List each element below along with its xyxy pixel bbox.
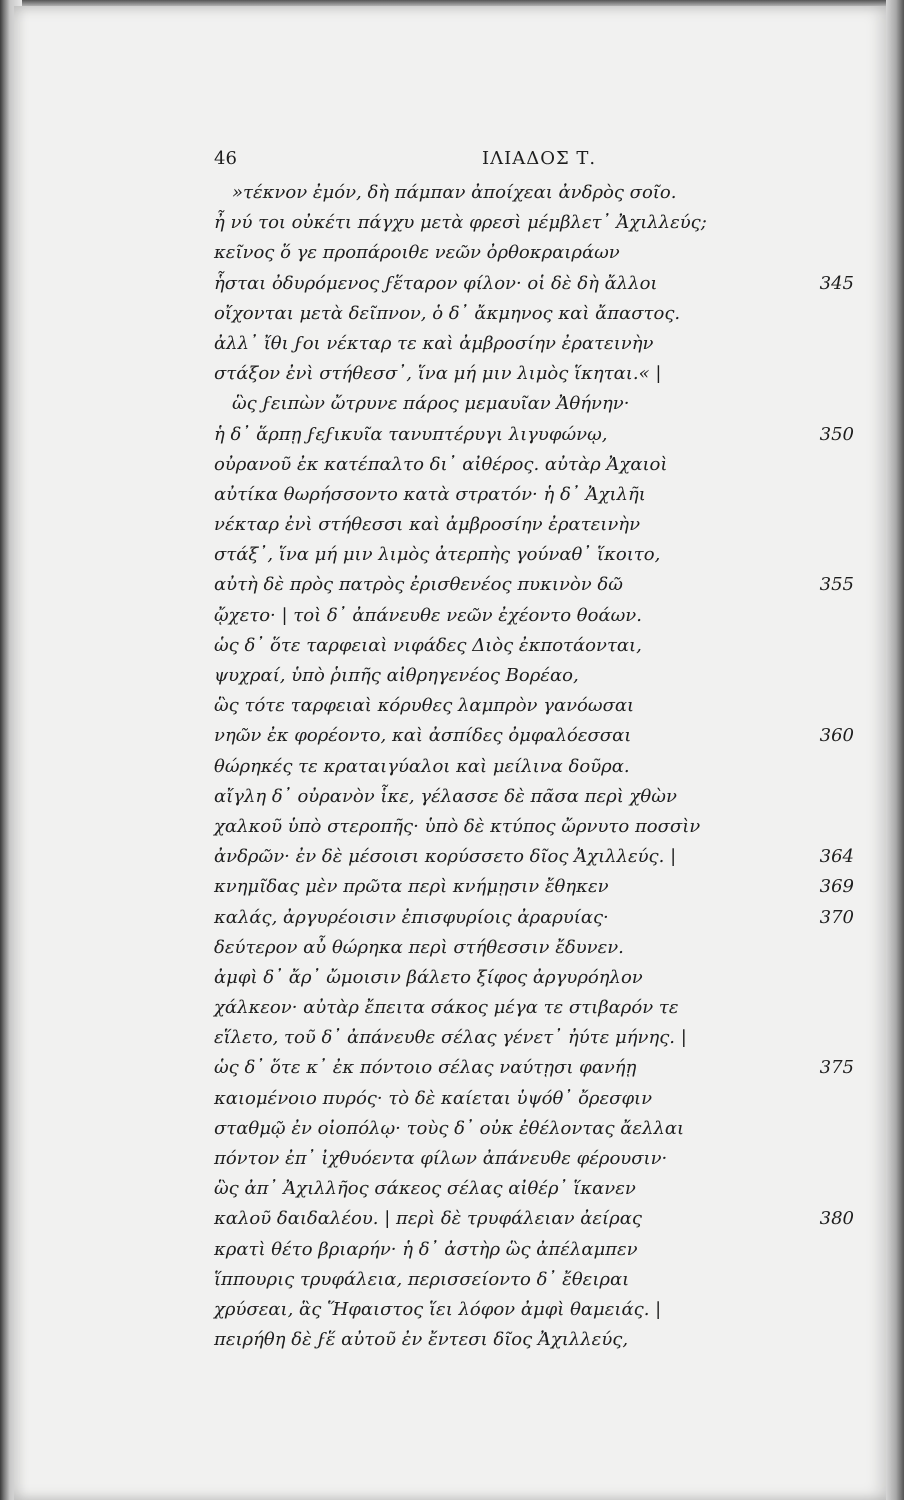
running-title: ΙΛΙΑΔΟΣ Τ. xyxy=(482,148,597,169)
verse-text: »τέκνον ἐμόν, δὴ πάμπαν ἀποίχεαι ἀνδρὸς σοῖο. xyxy=(232,182,677,203)
verse-text: ἵππουρις τρυφάλεια, περισσείοντο δ᾽ ἔθειραι xyxy=(214,1268,630,1290)
verse-line xyxy=(214,540,854,570)
verse-text: καλοῦ δαιδαλέου. | περὶ δὲ τρυφάλειαν ἀείρας xyxy=(214,1208,642,1230)
verse-text: ὣς ϝειπὼν ὤτρυνε πάρος μεμαυῖαν Ἀθήνην· xyxy=(232,393,630,415)
verse-line xyxy=(214,933,854,963)
verse-text: ψυχραί, ὑπὸ ῥιπῆς αἰθρηγενέος Βορέαο, xyxy=(214,665,579,686)
verse-line xyxy=(214,601,854,631)
verse-line xyxy=(214,420,854,450)
verse-line xyxy=(214,480,854,510)
verse-line xyxy=(214,570,854,600)
verse-line xyxy=(214,903,854,933)
verse-text: πειρήθη δὲ ϝἕ αὐτοῦ ἐν ἔντεσι δῖος Ἀχιλλεύς, xyxy=(214,1329,629,1351)
verse-line xyxy=(214,299,854,329)
verse-line xyxy=(214,1235,854,1265)
verse-line xyxy=(214,1084,854,1114)
verse-line xyxy=(214,752,854,782)
verse-text: ἧσται ὀδυρόμενος ϝἕταρον φίλον· οἱ δὲ δὴ ἄλλοι xyxy=(214,272,658,294)
verse-text: νέκταρ ἐνὶ στήθεσσι καὶ ἀμβροσίην ἐρατεινὴν xyxy=(214,514,641,536)
line-number: 355 xyxy=(819,574,854,596)
line-number: 364 xyxy=(819,846,854,868)
verse-line xyxy=(214,208,854,238)
verse-text: αἴγλη δ᾽ οὐρανὸν ἷκε, γέλασσε δὲ πᾶσα περὶ χθὼν xyxy=(214,785,677,807)
verse-line xyxy=(214,1114,854,1144)
verse-line xyxy=(214,359,854,389)
verse-text: κνημῖδας μὲν πρῶτα περὶ κνήμῃσιν ἔθηκεν xyxy=(214,876,609,898)
verse-text: πόντον ἐπ᾽ ἰχθυόεντα φίλων ἀπάνευθε φέρουσιν· xyxy=(214,1148,668,1169)
page-right-edge xyxy=(886,0,904,1500)
page-header xyxy=(214,148,854,174)
verse-text: νηῶν ἐκ φορέοντο, καὶ ἀσπίδες ὀμφαλόεσσαι xyxy=(214,725,632,747)
verse-text: χάλκεον· αὐτὰρ ἔπειτα σάκος μέγα τε στιβαρόν τε xyxy=(214,997,679,1019)
line-number: 350 xyxy=(819,423,854,445)
verse-line xyxy=(214,1023,854,1053)
line-number: 380 xyxy=(819,1208,854,1230)
verse-line xyxy=(214,963,854,993)
verse-line xyxy=(214,661,854,691)
verse-line xyxy=(214,1265,854,1295)
verse-text: θώρηκές τε κραταιγύαλοι καὶ μείλινα δοῦρα. xyxy=(214,755,630,777)
verse-text: ὡς δ᾽ ὅτε ταρφειαὶ νιφάδες Διὸς ἐκποτάονται, xyxy=(214,634,642,656)
verse-text: ὡς δ᾽ ὅτε κ᾽ ἐκ πόντοιο σέλας ναύτῃσι φανήῃ xyxy=(214,1057,637,1079)
verse-line xyxy=(214,178,854,208)
verse-text: δεύτερον αὖ θώρηκα περὶ στήθεσσιν ἔδυνεν. xyxy=(214,936,624,958)
verse-line xyxy=(214,872,854,902)
verse-text: οἴχονται μετὰ δεῖπνον, ὁ δ᾽ ἄκμηνος καὶ ἄπαστος. xyxy=(214,302,681,324)
line-number: 360 xyxy=(819,725,854,747)
verse-text: κρατὶ θέτο βριαρήν· ἡ δ᾽ ἀστὴρ ὣς ἀπέλαμπεν xyxy=(214,1238,638,1260)
verse-text: καιομένοιο πυρός· τὸ δὲ καίεται ὑψόθ᾽ ὄρεσφιν xyxy=(214,1087,653,1109)
line-number: 370 xyxy=(819,906,854,928)
verse-line xyxy=(214,1053,854,1083)
verse-line xyxy=(214,238,854,268)
verse-line xyxy=(214,631,854,661)
verse-text: αὐτίκα θωρήσσοντο κατὰ στρατόν· ἡ δ᾽ Ἀχιλῆι xyxy=(214,483,646,505)
verse-line xyxy=(214,1295,854,1325)
verse-line xyxy=(214,269,854,299)
verse-line xyxy=(214,389,854,419)
verse-line xyxy=(214,691,854,721)
verse-text: ὣς τότε ταρφειαὶ κόρυθες λαμπρὸν γανόωσαι xyxy=(214,695,635,717)
page-number: 46 xyxy=(214,148,237,169)
verse-line xyxy=(214,1174,854,1204)
verse-line xyxy=(214,993,854,1023)
verse-text: εἵλετο, τοῦ δ᾽ ἀπάνευθε σέλας γένετ᾽ ἠύτε μήνης. | xyxy=(214,1027,687,1049)
verse-text: ἀνδρῶν· ἐν δὲ μέσοισι κορύσσετο δῖος Ἀχιλλεύς. | xyxy=(214,846,677,868)
verse-line xyxy=(214,782,854,812)
verse-text: ἦ νύ τοι οὐκέτι πάγχυ μετὰ φρεσὶ μέμβλετ᾽ Ἀχιλλεύς; xyxy=(214,212,707,234)
verse-line xyxy=(214,812,854,842)
line-number: 375 xyxy=(819,1057,854,1079)
line-number: 369 xyxy=(819,876,854,898)
verse-line xyxy=(214,510,854,540)
verse-text: κεῖνος ὅ γε προπάροιθε νεῶν ὀρθοκραιράων xyxy=(214,242,620,264)
verse-text: ἀμφὶ δ᾽ ἄρ᾽ ὤμοισιν βάλετο ξίφος ἀργυρόηλον xyxy=(214,966,643,988)
verse-text: ἀλλ᾽ ἴθι ϝοι νέκταρ τε καὶ ἀμβροσίην ἐρατεινὴν xyxy=(214,332,654,354)
line-number: 345 xyxy=(819,272,854,294)
verse-text: καλάς, ἀργυρέοισιν ἐπισφυρίοις ἀραρυίας· xyxy=(214,906,609,928)
verse-text: χαλκοῦ ὑπὸ στεροπῆς· ὑπὸ δὲ κτύπος ὤρνυτο ποσσὶν xyxy=(214,815,701,837)
verse-text: σταθμῷ ἐν οἰοπόλῳ· τοὺς δ᾽ οὐκ ἐθέλοντας ἄελλαι xyxy=(214,1117,685,1139)
verse-line xyxy=(214,1325,854,1355)
verse-line xyxy=(214,1144,854,1174)
verse-text: ᾤχετο· | τοὶ δ᾽ ἀπάνευθε νεῶν ἐχέοντο θοάων. xyxy=(214,604,642,626)
verse-line xyxy=(214,721,854,751)
verse-line xyxy=(214,329,854,359)
verse-text: χρύσεαι, ἃς Ἥφαιστος ἵει λόφον ἀμφὶ θαμειάς. | xyxy=(214,1298,662,1320)
verse-text: οὐρανοῦ ἐκ κατέπαλτο δι᾽ αἰθέρος. αὐτὰρ Ἀχαιοὶ xyxy=(214,453,668,475)
verse-text: στάξ᾽, ἵνα μή μιν λιμὸς ἀτερπὴς γούναθ᾽ ἵκοιτο, xyxy=(214,544,661,566)
verse-text: στάξον ἐνὶ στήθεσσ᾽, ἵνα μή μιν λιμὸς ἵκηται.« | xyxy=(214,363,662,385)
verse-text: ὣς ἀπ᾽ Ἀχιλλῆος σάκεος σέλας αἰθέρ᾽ ἵκανεν xyxy=(214,1178,636,1200)
verse-block xyxy=(214,178,854,1355)
verse-line xyxy=(214,450,854,480)
verse-text: ἡ δ᾽ ἅρπῃ ϝεϝικυῖα τανυπτέρυγι λιγυφώνῳ, xyxy=(214,423,608,445)
verse-line xyxy=(214,1204,854,1234)
verse-line xyxy=(214,842,854,872)
verse-text: αὐτὴ δὲ πρὸς πατρὸς ἐρισθενέος πυκινὸν δῶ xyxy=(214,574,623,596)
